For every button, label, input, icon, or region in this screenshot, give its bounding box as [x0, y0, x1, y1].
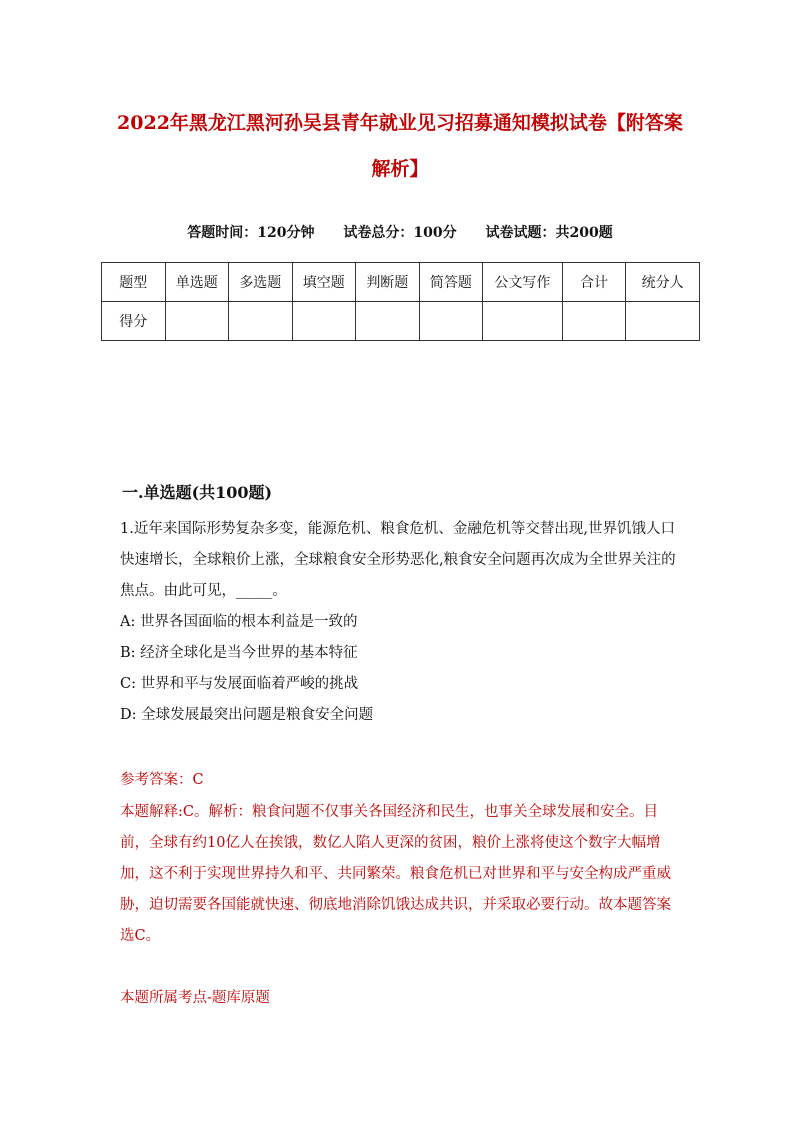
score-cell	[562, 302, 626, 341]
document-title: 2022年黑龙江黑河孙吴县青年就业见习招募通知模拟试卷【附答案解析】	[117, 112, 683, 180]
question-source: 本题所属考点-题库原题	[120, 990, 270, 1006]
score-table	[101, 262, 700, 341]
question-options	[120, 607, 373, 731]
score-cell	[356, 302, 420, 341]
score-table-header-cell: 判断题	[356, 263, 420, 302]
option-a: A: 世界各国面临的根本利益是一致的	[120, 614, 358, 630]
question-text: 1.近年来国际形势复杂多变，能源危机、粮食危机、金融危机等交替出现,世界饥饿人口快速增长，全球粮价上涨，全球粮食安全形势恶化,粮食安全问题再次成为全世界关注的焦点。由此可见，_____。	[120, 521, 676, 599]
score-table-score-row	[102, 302, 700, 341]
exam-question-count: 试卷试题：共200题	[485, 225, 613, 241]
score-table-header-cell: 题型	[102, 263, 166, 302]
score-cell	[483, 302, 563, 341]
score-cell	[419, 302, 483, 341]
option-d: D: 全球发展最突出问题是粮食安全问题	[120, 707, 374, 723]
score-cell	[292, 302, 356, 341]
option-c: C: 世界和平与发展面临着严峻的挑战	[120, 676, 359, 692]
score-row-label: 得分	[102, 302, 166, 341]
score-table-header-cell: 填空题	[292, 263, 356, 302]
score-table-header-cell: 公文写作	[483, 263, 563, 302]
exam-time: 答题时间：120分钟	[187, 225, 315, 241]
score-table-header-row	[102, 263, 700, 302]
exam-total-score: 试卷总分：100分	[343, 225, 457, 241]
reference-answer: 参考答案：C	[120, 772, 204, 788]
score-table-header-cell: 合计	[562, 263, 626, 302]
score-cell	[229, 302, 293, 341]
score-cell	[626, 302, 700, 341]
exam-meta	[0, 222, 800, 242]
option-b: B: 经济全球化是当今世界的基本特征	[120, 645, 358, 661]
score-table-header-cell: 单选题	[165, 263, 229, 302]
score-cell	[165, 302, 229, 341]
section-heading: 一.单选题(共100题)	[122, 483, 273, 502]
score-table-header-cell: 多选题	[229, 263, 293, 302]
score-table-header-cell: 统分人	[626, 263, 700, 302]
answer-explanation: 本题解释:C。解析：粮食问题不仅事关各国经济和民生，也事关全球发展和安全。目前，全球有约10亿人在挨饿，数亿人陷人更深的贫困，粮价上涨将使这个数字大幅增加，这不利于实现世界持久和平、共同繁荣。粮食危机已对世界和平与安全构成严重威胁，迫切需要各国能就快速、彻底地消除饥饿达成共识，并采取必要行动。故本题答案选C。	[120, 804, 671, 944]
score-table-header-cell: 简答题	[419, 263, 483, 302]
